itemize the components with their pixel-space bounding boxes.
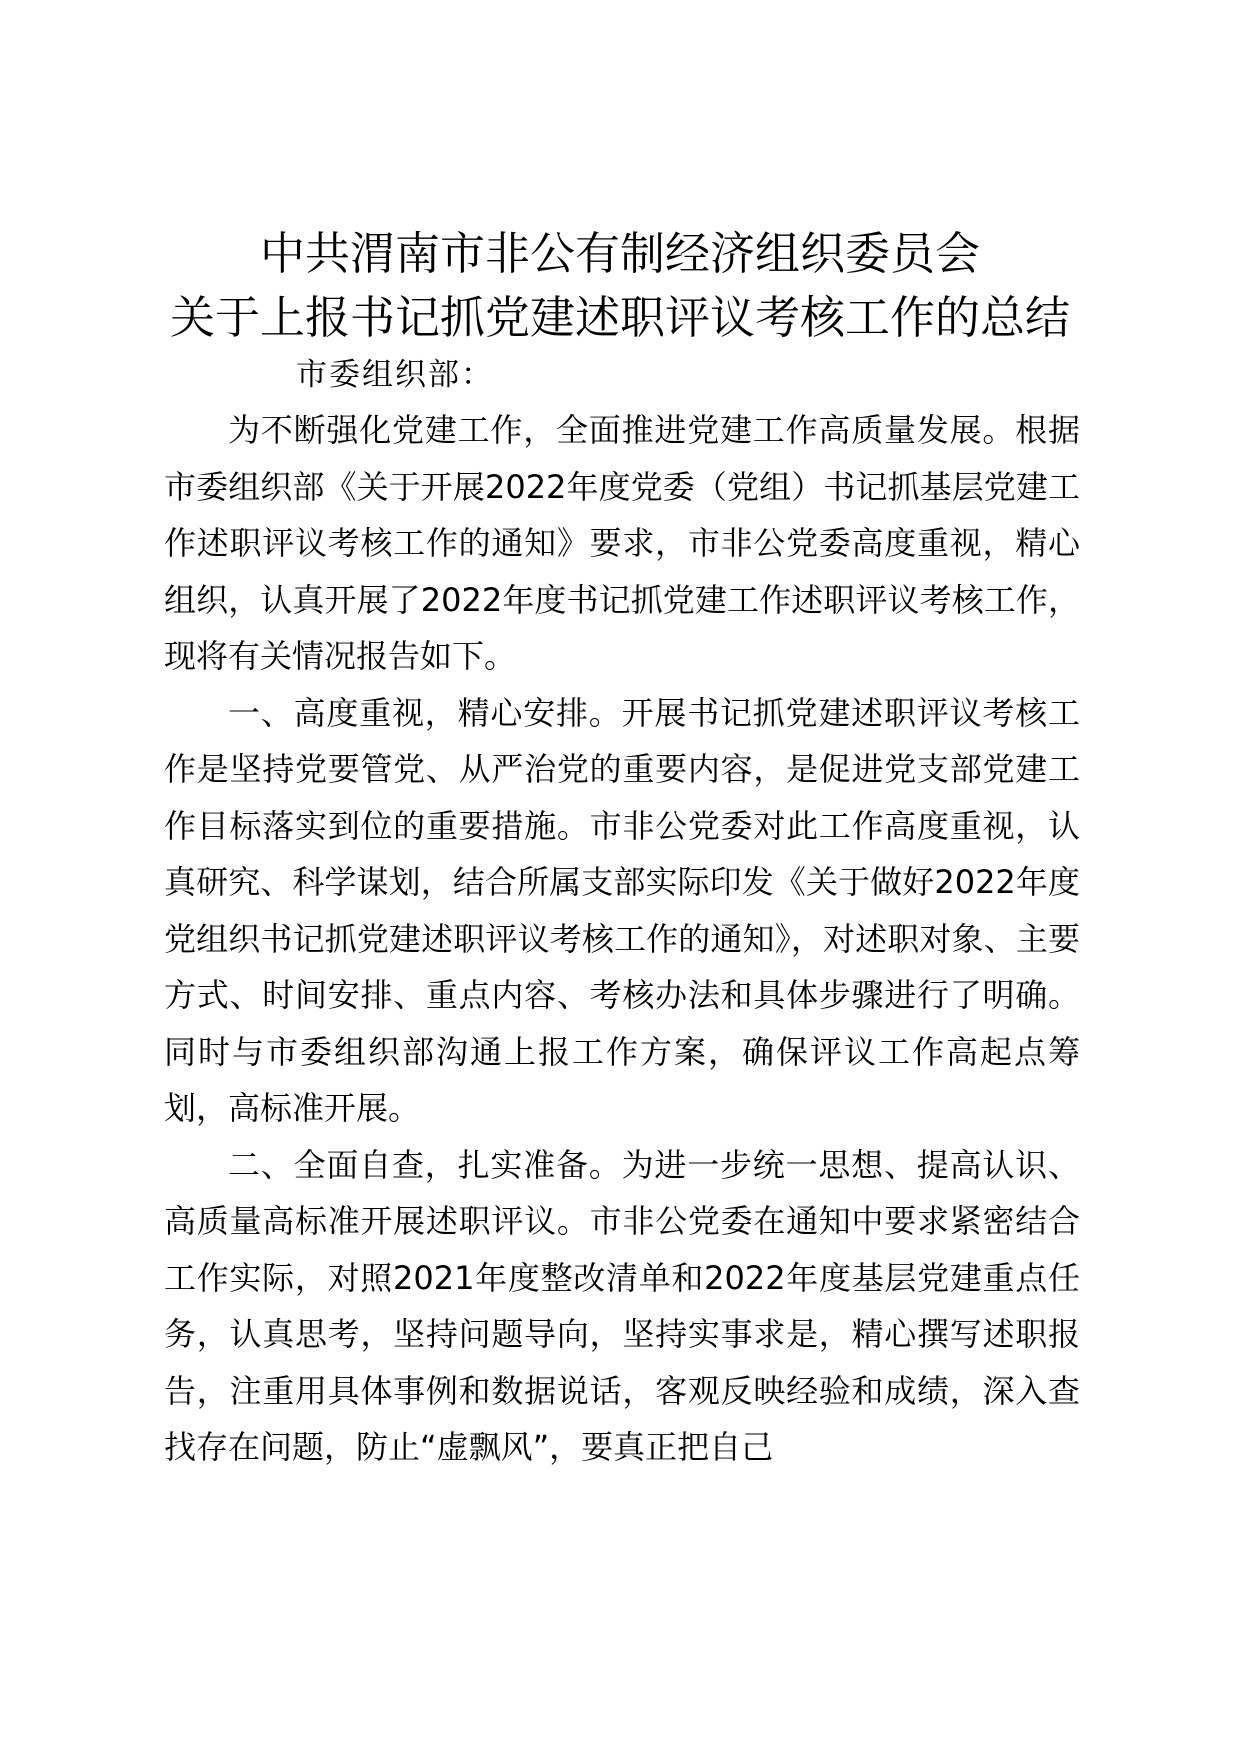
- paragraph-text: 为不断强化党建工作，全面推进党建工作高质量发展。根据市委组织部《关于开展2022年度党委（党组）书记抓基层党建工作述职评议考核工作的通知》要求，市非公党委高度重视，精心组织，认真开展了2022年度书记抓党建工作述职评议考核工作，现将有关情况报告如下。: [164, 411, 1080, 675]
- title-line-1: 中共渭南市非公有制经济组织委员会: [259, 227, 980, 280]
- paragraph-text: 开展书记抓党建述职评议考核工作是坚持党要管党、从严治党的重要内容，是促进党支部党建工作目标落实到位的重要措施。市非公党委对此工作高度重视，认真研究、科学谋划，结合所属支部实际印发《关于做好2022年度党组织书记抓党建述职评议考核工作的通知》，对述职对象、主要方式、时间安排、重点内容、考核办法和具体步骤进行了明确。同时与市委组织部沟通上报工作方案，确保评议工作高起点筹划，高标准开展。: [164, 693, 1080, 1127]
- salutation: 市委组织部：: [296, 357, 494, 393]
- section-1-heading: 一、高度重视，精心安排。: [228, 693, 622, 732]
- paragraph-section-2: [164, 1137, 1080, 1476]
- paragraph-intro: [164, 402, 1080, 685]
- section-2-heading: 二、全面自查，扎实准备。: [228, 1145, 622, 1184]
- paragraph-text: 为进一步统一思想、提高认识、高质量高标准开展述职评议。市非公党委在通知中要求紧密结合工作实际，对照2021年度整改清单和2022年度基层党建重点任务，认真思考，坚持问题导向，坚持实事求是，精心撰写述职报告，注重用具体事例和数据说话，客观反映经验和成绩，深入查找存在问题，防止“虚飘风”，要真正把自己: [164, 1145, 1080, 1466]
- title-line-2: 关于上报书记抓党建述职评议考核工作的总结: [169, 291, 1070, 344]
- paragraph-section-1: [164, 685, 1080, 1137]
- document-title: [150, 222, 1090, 350]
- document-body: [164, 402, 1080, 1476]
